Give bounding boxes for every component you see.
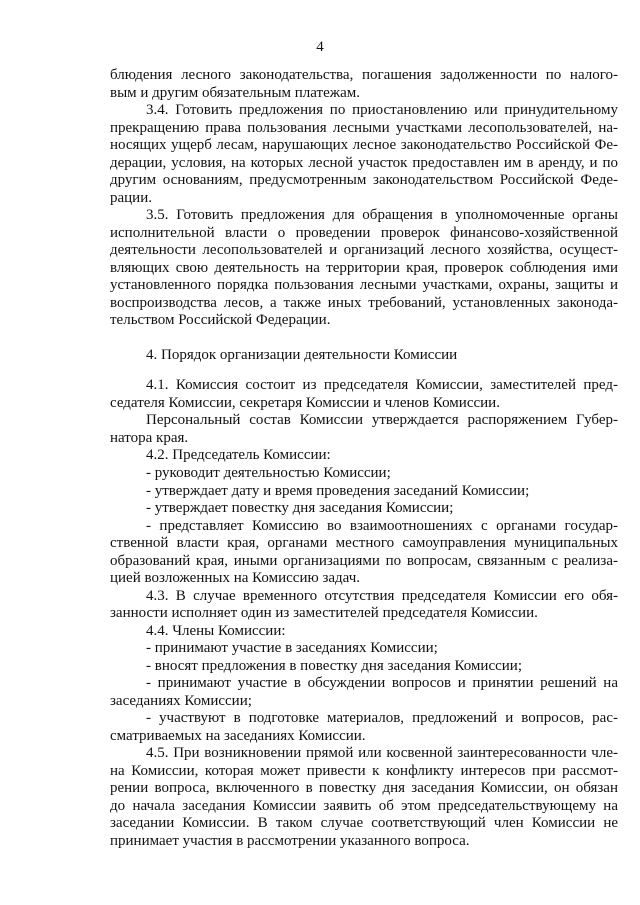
text-line: цией возложенных на Комиссию задач. — [110, 570, 361, 587]
text-line: 4.4. Члены Комиссии: — [146, 622, 286, 639]
text-line: 4.2. Председатель Комиссии: — [146, 447, 331, 464]
text-line: воспроизводства лесов, а также иных требований, установленных законода- — [110, 294, 618, 311]
text-line: 4.5. При возникновении прямой или косвенной заинтересованности чле- — [146, 745, 618, 762]
text-line: - утверждает дату и время проведения заседаний Комиссии; — [146, 482, 530, 499]
text-line: другим основаниям, предусмотренным законодательством Российской Феде- — [110, 172, 618, 189]
text-line: установленного порядка пользования лесными участками, охраны, защиты и — [110, 277, 618, 294]
text-line: вляющих свою деятельность на территории края, проверок соблюдения ими — [110, 259, 618, 276]
text-line: седателя Комиссии, секретаря Комиссии и членов Комиссии. — [110, 394, 500, 411]
text-line: рации. — [110, 189, 152, 206]
text-line: заседании Комиссии. В таком случае соответствующий член Комиссии не — [110, 815, 618, 832]
text-line: 3.4. Готовить предложения по приостановлению или принудительному — [146, 102, 618, 119]
text-line: ственной власти края, органами местного самоуправления муниципальных — [110, 535, 618, 552]
text-line: образований края, иными организациями по вопросам, связанным с реализа- — [110, 552, 618, 569]
text-line: - участвуют в подготовке материалов, предложений и вопросов, рас- — [146, 710, 618, 727]
text-line: сматриваемых на заседаниях Комиссии. — [110, 727, 366, 744]
text-line: Персональный состав Комиссии утверждается распоряжением Губер- — [146, 412, 618, 429]
text-line: прекращению права пользования лесными участками лесопользователей, на- — [110, 119, 618, 136]
text-line: 4.3. В случае временного отсутствия председателя Комиссии его обя- — [146, 587, 618, 604]
text-line: до начала заседания Комиссии заявить об этом председательствующему на — [110, 797, 618, 814]
text-line: - принимают участие в обсуждении вопросов и принятии решений на — [146, 675, 618, 692]
text-line: - вносят предложения в повестку дня заседания Комиссии; — [146, 657, 522, 674]
text-line: - принимают участие в заседаниях Комиссии; — [146, 640, 438, 657]
text-line: 4.1. Комиссия состоит из председателя Комиссии, заместителей пред- — [146, 377, 618, 394]
text-line: деятельности лесопользователей и организаций лесного хозяйства, осущест- — [110, 242, 618, 259]
text-line: блюдения лесного законодательства, погашения задолженности по налого- — [110, 67, 618, 83]
page-number: 4 — [316, 39, 324, 55]
text-line: рении вопроса, включенного в повестку дня заседания Комиссии, он обязан — [110, 780, 618, 797]
text-line: - представляет Комиссию во взаимоотношениях с органами государ- — [146, 517, 618, 534]
text-line: принимает участия в рассмотрении указанного вопроса. — [110, 833, 470, 849]
text-line: - руководит деятельностью Комиссии; — [146, 465, 391, 482]
text-line: занности исполняет один из заместителей председателя Комиссии. — [110, 605, 538, 622]
text-line: - утверждает повестку дня заседания Комиссии; — [146, 500, 454, 517]
text-line: носящих ущерб лесам, нарушающих лесное законодательство Российской Фе- — [110, 137, 618, 154]
text-line: исполнительной власти о проведении проверок финансово-хозяйственной — [110, 224, 618, 241]
text-line: тельством Российской Федерации. — [110, 312, 331, 329]
section-heading: 4. Порядок организации деятельности Комиссии — [146, 346, 458, 363]
text-line: вым и другим обязательным платежам. — [110, 84, 361, 101]
text-line: натора края. — [110, 429, 189, 446]
text-line: 3.5. Готовить предложения для обращения в уполномоченные органы — [146, 207, 618, 224]
text-line: на Комиссии, которая может привести к конфликту интересов при рассмот- — [110, 762, 618, 779]
text-line: дерации, условия, на которых лесной участок предоставлен им в аренду, и по — [110, 154, 618, 171]
text-line: заседаниях Комиссии; — [110, 692, 252, 709]
